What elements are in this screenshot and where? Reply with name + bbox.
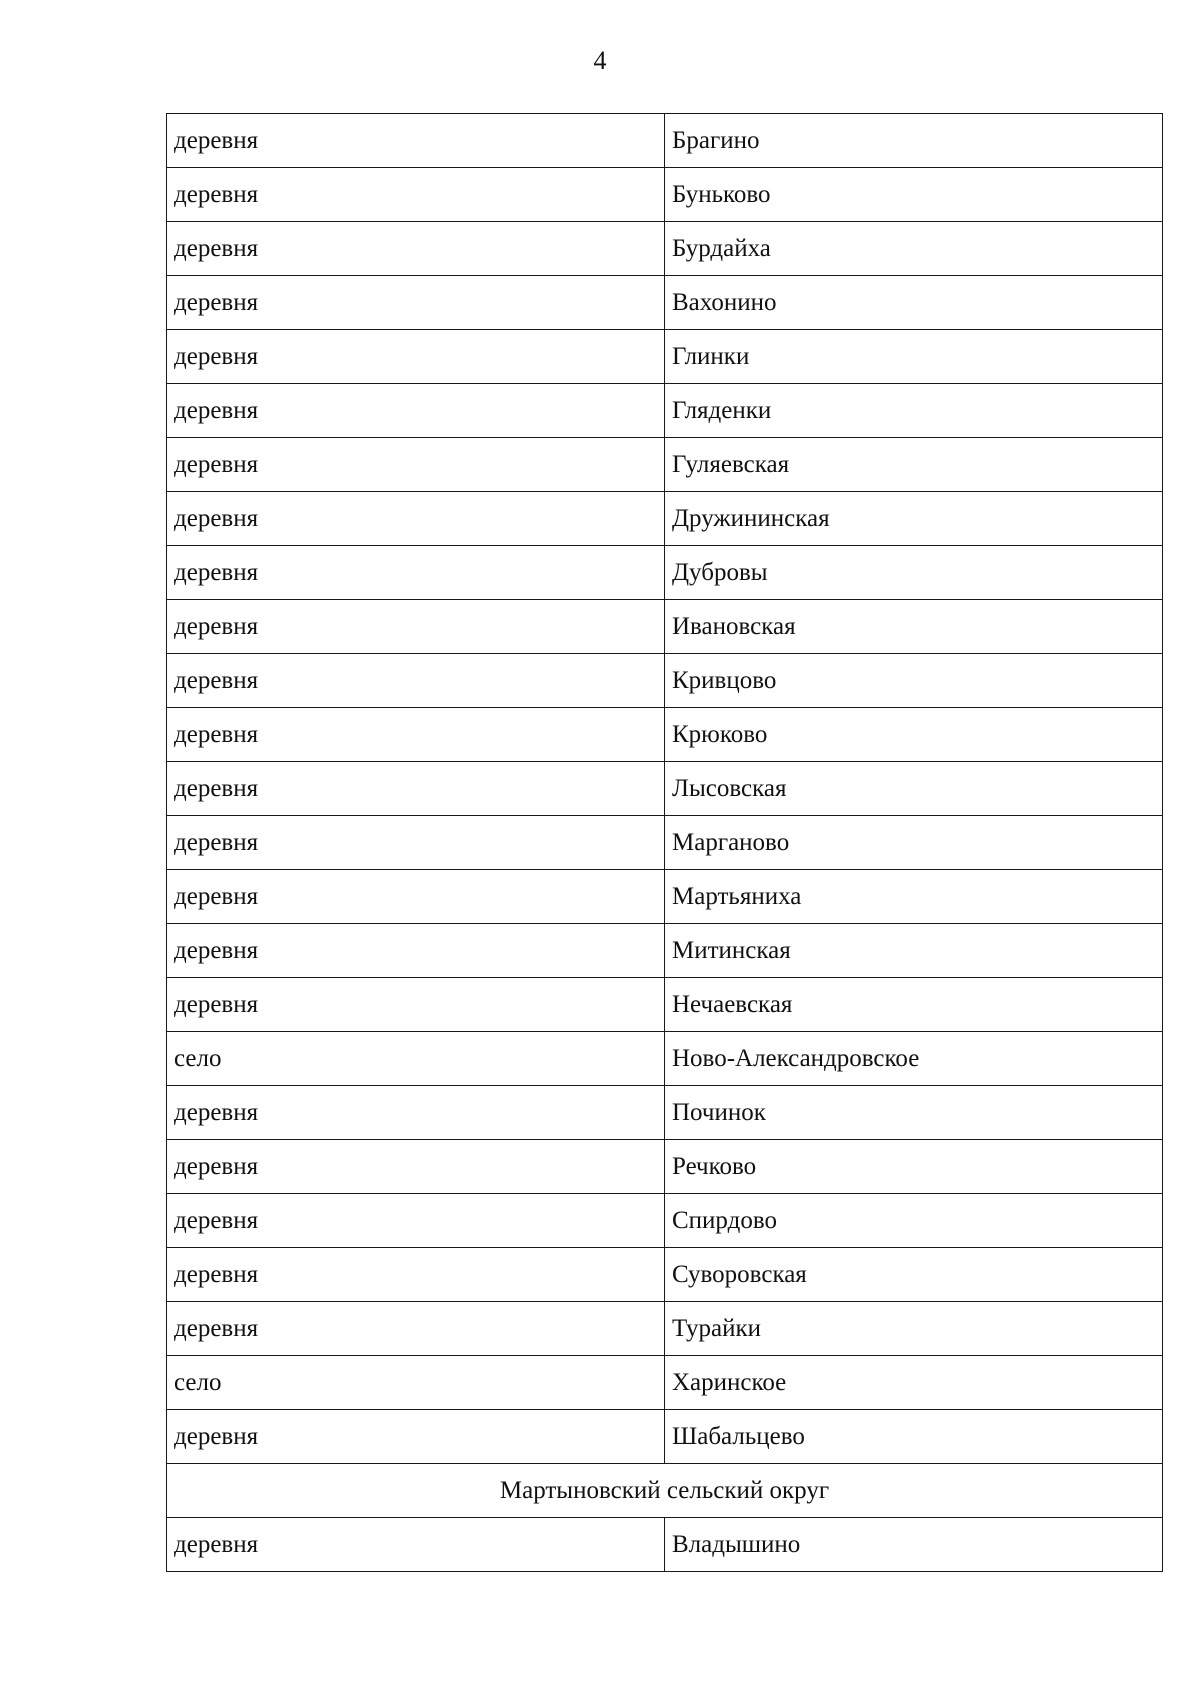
section-row: [167, 1464, 1163, 1518]
settlement-type-cell: деревня: [167, 1302, 665, 1356]
settlement-type-cell: деревня: [167, 492, 665, 546]
table-row: [167, 708, 1163, 762]
table-row: [167, 1032, 1163, 1086]
table-row: [167, 1194, 1163, 1248]
table-row: [167, 1248, 1163, 1302]
settlement-name-cell: Гляденки: [665, 384, 1163, 438]
table-row: [167, 168, 1163, 222]
table-row: [167, 1356, 1163, 1410]
settlement-type-cell: деревня: [167, 978, 665, 1032]
settlement-type-cell: деревня: [167, 1086, 665, 1140]
settlement-type-cell: деревня: [167, 600, 665, 654]
table-row: [167, 1140, 1163, 1194]
settlement-name-cell: Починок: [665, 1086, 1163, 1140]
table-row: [167, 762, 1163, 816]
settlement-type-cell: деревня: [167, 114, 665, 168]
settlement-name-cell: Дубровы: [665, 546, 1163, 600]
settlement-name-cell: Владышино: [665, 1518, 1163, 1572]
settlement-name-cell: Ивановская: [665, 600, 1163, 654]
table-row: [167, 1518, 1163, 1572]
settlement-type-cell: деревня: [167, 1140, 665, 1194]
settlement-type-cell: деревня: [167, 1410, 665, 1464]
settlement-type-cell: деревня: [167, 438, 665, 492]
settlement-name-cell: Харинское: [665, 1356, 1163, 1410]
table-row: [167, 276, 1163, 330]
settlement-type-cell: деревня: [167, 330, 665, 384]
table-row: [167, 600, 1163, 654]
table-row: [167, 978, 1163, 1032]
settlement-type-cell: деревня: [167, 708, 665, 762]
settlement-name-cell: Крюково: [665, 708, 1163, 762]
table-row: [167, 330, 1163, 384]
settlement-type-cell: деревня: [167, 1194, 665, 1248]
settlement-name-cell: Митинская: [665, 924, 1163, 978]
settlement-name-cell: Мартьяниха: [665, 870, 1163, 924]
settlement-name-cell: Ново-Александровское: [665, 1032, 1163, 1086]
settlement-type-cell: деревня: [167, 222, 665, 276]
table-row: [167, 1086, 1163, 1140]
settlements-table: [166, 113, 1163, 1572]
settlement-type-cell: деревня: [167, 546, 665, 600]
settlement-name-cell: Глинки: [665, 330, 1163, 384]
settlement-name-cell: Спирдово: [665, 1194, 1163, 1248]
section-heading: Мартыновский сельский округ: [167, 1464, 1163, 1518]
settlement-name-cell: Шабальцево: [665, 1410, 1163, 1464]
settlements-table-body: [167, 114, 1163, 1572]
table-row: [167, 384, 1163, 438]
settlement-name-cell: Лысовская: [665, 762, 1163, 816]
settlement-type-cell: деревня: [167, 654, 665, 708]
settlement-type-cell: деревня: [167, 384, 665, 438]
settlement-type-cell: деревня: [167, 762, 665, 816]
table-row: [167, 870, 1163, 924]
settlement-type-cell: деревня: [167, 924, 665, 978]
table-row: [167, 1410, 1163, 1464]
settlement-type-cell: деревня: [167, 1518, 665, 1572]
table-row: [167, 114, 1163, 168]
table-row: [167, 438, 1163, 492]
settlement-name-cell: Дружининская: [665, 492, 1163, 546]
page-number: 4: [593, 46, 607, 75]
settlement-type-cell: деревня: [167, 276, 665, 330]
settlement-name-cell: Марганово: [665, 816, 1163, 870]
settlement-type-cell: деревня: [167, 1248, 665, 1302]
settlement-name-cell: Речково: [665, 1140, 1163, 1194]
settlement-name-cell: Вахонино: [665, 276, 1163, 330]
table-row: [167, 924, 1163, 978]
table-row: [167, 1302, 1163, 1356]
settlement-name-cell: Суворовская: [665, 1248, 1163, 1302]
settlement-name-cell: Нечаевская: [665, 978, 1163, 1032]
settlement-type-cell: село: [167, 1032, 665, 1086]
settlement-type-cell: село: [167, 1356, 665, 1410]
settlement-name-cell: Бурдайха: [665, 222, 1163, 276]
table-row: [167, 546, 1163, 600]
settlement-name-cell: Буньково: [665, 168, 1163, 222]
settlement-name-cell: Гуляевская: [665, 438, 1163, 492]
settlement-name-cell: Брагино: [665, 114, 1163, 168]
table-row: [167, 492, 1163, 546]
table-row: [167, 222, 1163, 276]
table-row: [167, 654, 1163, 708]
table-row: [167, 816, 1163, 870]
settlement-name-cell: Кривцово: [665, 654, 1163, 708]
settlement-type-cell: деревня: [167, 168, 665, 222]
settlement-type-cell: деревня: [167, 816, 665, 870]
settlement-type-cell: деревня: [167, 870, 665, 924]
settlement-name-cell: Турайки: [665, 1302, 1163, 1356]
